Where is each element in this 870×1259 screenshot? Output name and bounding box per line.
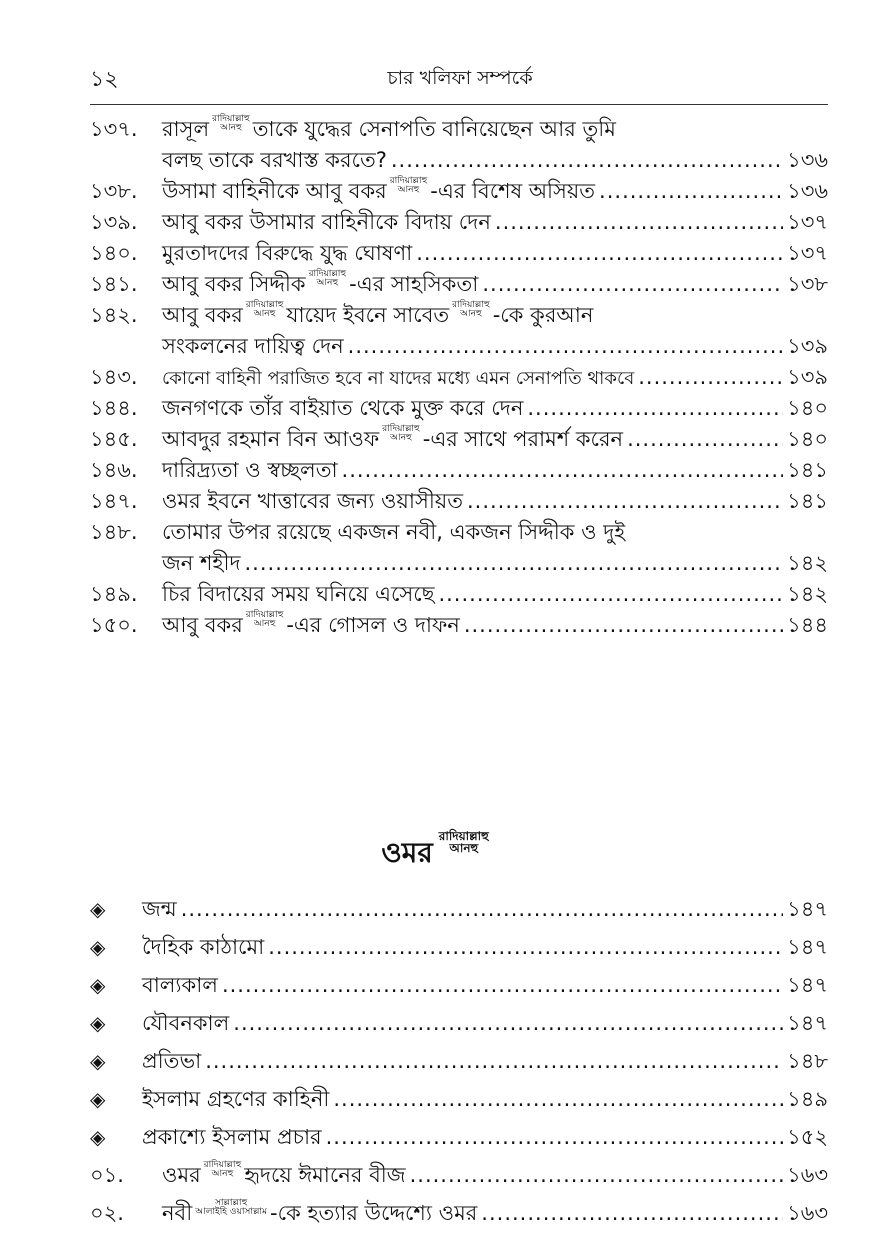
toc-entry-143 [90,362,828,393]
leader-dots [205,1042,783,1080]
leader-dots [638,362,783,393]
entry-text: তাকে যুদ্ধের সেনাপতি বানিয়েছেন আর তুমি [252,117,616,141]
entry-text: চির বিদায়ের সময় ঘনিয়ে এসেছে [162,582,435,606]
leader-dots [233,1004,783,1042]
entry-text: হৃদয়ে ঈমানের বীজ [244,1163,406,1187]
entry-number: ১৪২. [90,303,138,327]
entry-text: জনগণকে তাঁর বাইয়াত থেকে মুক্ত করে দেন [162,396,524,420]
honorific-mark: রাদিয়াল্লাহু আনহু [245,300,284,319]
toc-entry-141 [90,269,828,300]
diamond-bullet-icon: ◈ [90,1049,106,1073]
section-title-text: ওমর [381,836,433,869]
entry-text: উসামা বাহিনীকে আবু বকর [162,179,387,203]
entry-number: ১৪১. [90,272,138,296]
diamond-bullet-icon: ◈ [90,897,106,921]
honorific-mark: রাদিয়াল্লাহু আনহু [452,300,490,319]
entry-text: যায়েদ ইবনে সাবেত [286,303,450,327]
entry-text: আবু বকর সিদ্দীক [162,272,306,296]
toc-entry [90,928,828,966]
toc-entry [90,1080,828,1118]
entry-number: ১৪৮. [90,520,138,544]
leader-dots [527,393,783,424]
entry-page: ১৩৮ [787,272,828,296]
toc-entry [90,1194,828,1232]
leader-dots [326,1118,783,1156]
leader-dots [599,176,783,207]
entry-text: তোমার উপর রয়েছে একজন নবী, একজন সিদ্দীক ও দুই [162,520,626,544]
entry-page: ১৪০ [787,427,828,451]
diamond-bullet-icon: ◈ [90,935,106,959]
leader-dots [467,486,783,517]
toc-entry [90,1004,828,1042]
entry-text: যৌবনকাল [142,1011,230,1035]
entry-text: দারিদ্র্যতা ও স্বচ্ছলতা [162,458,338,482]
entry-page: ১৪২ [787,551,828,575]
diamond-bullet-icon: ◈ [90,973,106,997]
entry-page: ১৪৭ [787,1011,828,1035]
entry-page: ১৪২ [787,582,828,606]
toc-entry-150 [90,610,828,641]
leader-dots [391,145,783,176]
entry-number: ১৪৭. [90,489,138,513]
leader-dots [464,610,783,641]
entry-text: জন শহীদ [162,551,241,575]
entry-number: ১৪৫. [90,427,138,451]
entry-text: -এর সাথে পরামর্শ করেন [422,427,624,451]
leader-dots [481,1194,783,1232]
entry-page: ১৪৭ [787,973,828,997]
toc-entry-137 [90,114,828,176]
diamond-bullet-icon: ◈ [90,1011,106,1035]
entry-page: ১৪৪ [787,613,828,637]
entry-text: -এর সাহসিকতা [349,272,479,296]
entry-number: ১৪৩. [90,365,138,389]
entry-page: ১৪৭ [787,935,828,959]
entry-number: ১৪৬. [90,458,138,482]
entry-page: ১৫২ [787,1125,828,1149]
entry-page: ১৬৩ [787,1163,828,1187]
leader-dots [410,1156,783,1194]
leader-dots [222,966,783,1004]
entry-page: ১৪৭ [787,897,828,921]
toc-entry [90,1042,828,1080]
entry-page: ১৪৮ [787,1049,828,1073]
entry-text: ইসলাম গ্রহণের কাহিনী [142,1087,330,1111]
toc-list-omar [90,890,828,1232]
leader-dots [416,238,783,269]
entry-number: ১৩৭. [90,117,138,141]
leader-dots [627,424,783,455]
header-rule [90,104,828,105]
entry-text: বাল্যকাল [142,973,218,997]
entry-text: আবদুর রহমান বিন আওফ [162,427,380,451]
entry-text: -কে হত্যার উদ্দেশ্যে ওমর [270,1201,478,1225]
leader-dots [333,1080,783,1118]
entry-text: রাসূল [162,117,210,141]
entry-number: ১৪৪. [90,396,138,420]
honorific-mark: রাদিয়াল্লাহু আনহু [382,424,420,443]
entry-text: আবু বকর [162,613,243,637]
entry-number: ১৪০. [90,241,138,265]
entry-text: সংকলনের দায়িত্ব দেন [162,334,344,358]
salutation-mark: সাল্লাল্লাহু আলাইহি ওয়াসাল্লাম [195,1198,267,1217]
page-header [90,62,830,94]
entry-text: প্রতিভা [142,1049,202,1073]
leader-dots [268,928,783,966]
diamond-bullet-icon: ◈ [90,1125,106,1149]
toc-entry-139 [90,207,828,238]
toc-entry-146 [90,455,828,486]
entry-number: ০২. [90,1201,124,1225]
toc-entry-149 [90,579,828,610]
toc-entry [90,1118,828,1156]
entry-text: আবু বকর [162,303,243,327]
entry-number: ১৫০. [90,613,138,637]
leader-dots [495,207,783,238]
leader-dots [438,579,783,610]
toc-entry [90,1156,828,1194]
toc-entry-138 [90,176,828,207]
honorific-mark: রাদিয়াল্লাহু আনহু [438,829,489,855]
leader-dots [342,455,784,486]
entry-text: ওমর [162,1163,201,1187]
leader-dots [348,331,783,362]
toc-list [90,114,828,641]
entry-page: ১৩৭ [787,241,828,265]
entry-number: ০১. [90,1163,124,1187]
entry-text: প্রকাশ্যে ইসলাম প্রচার [142,1125,322,1149]
entry-page: ১৪১ [787,489,828,513]
entry-page: ১৪৯ [787,1087,828,1111]
toc-entry [90,966,828,1004]
entry-number: ১৩৮. [90,179,138,203]
entry-page: ১৩৯ [787,365,828,389]
honorific-mark: রাদিয়াল্লাহু আনহু [308,269,347,288]
honorific-mark: রাদিয়াল্লাহু আনহু [245,610,284,629]
section-heading [0,830,870,878]
toc-entry-142 [90,300,828,362]
entry-page: ১৬৩ [787,1201,828,1225]
entry-text: -এর বিশেষ অসিয়ত [430,179,596,203]
leader-dots [245,548,784,579]
honorific-mark: রাদিয়াল্লাহু আনহু [203,1160,242,1179]
entry-page: ১৩৭ [787,210,828,234]
entry-text: বলছ তাকে বরখাস্ত করতে? [162,148,387,172]
page-number: ১২ [90,67,119,92]
entry-page: ১৩৯ [787,334,828,358]
toc-entry-147 [90,486,828,517]
honorific-mark: রাদিয়াল্লাহু আনহু [212,114,250,133]
entry-page: ১৩৬ [787,148,828,172]
entry-text: জন্ম [142,897,177,921]
running-title: চার খলিফা সম্পর্কে [387,67,533,89]
entry-text: নবী [162,1201,193,1225]
entry-text: ওমর ইবনে খাত্তাবের জন্য ওয়াসীয়ত [162,489,463,513]
toc-entry-140 [90,238,828,269]
toc-entry-148 [90,517,828,579]
entry-number: ১৩৯. [90,210,138,234]
toc-entry-145 [90,424,828,455]
entry-number: ১৪৯. [90,582,138,606]
toc-entry-144 [90,393,828,424]
entry-page: ১৪১ [787,458,828,482]
toc-entry [90,890,828,928]
entry-text: -এর গোসল ও দাফন [286,613,460,637]
entry-text: আবু বকর উসামার বাহিনীকে বিদায় দেন [162,210,491,234]
entry-text: -কে কুরআন [492,303,594,327]
diamond-bullet-icon: ◈ [90,1087,106,1111]
entry-page: ১৩৬ [787,179,828,203]
entry-text: মুরতাদদের বিরুদ্ধে যুদ্ধ ঘোষণা [162,241,413,265]
entry-text: কোনো বাহিনী পরাজিত হবে না যাদের মধ্যে এমন সেনাপতি থাকবে [162,368,635,389]
leader-dots [181,890,783,928]
entry-text: দৈহিক কাঠামো [142,935,265,959]
entry-page: ১৪০ [787,396,828,420]
leader-dots [482,269,783,300]
honorific-mark: রাদিয়াল্লাহু আনহু [389,176,428,195]
